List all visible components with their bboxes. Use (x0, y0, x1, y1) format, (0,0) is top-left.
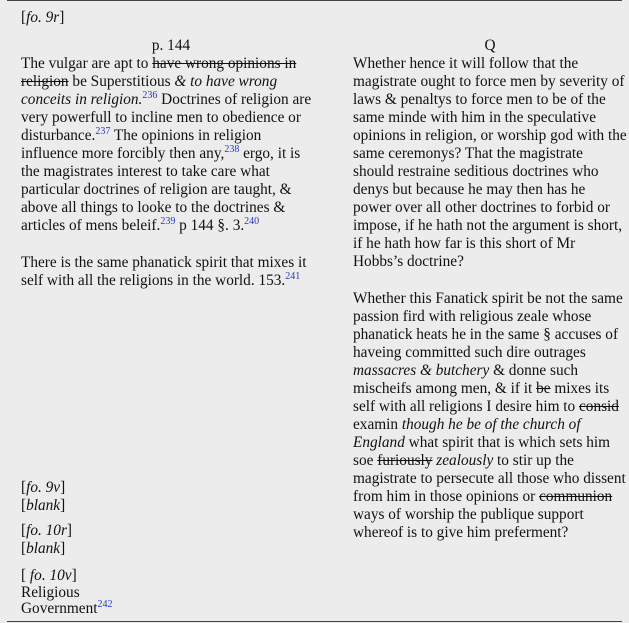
folio-10r-block (21, 522, 321, 558)
left-paragraph-1: The vulgar are apt to have wrong opinions in religion be Superstitious & to have wrong conceits in religion.$^{236}$ Doctrines of religion are very powerfull to incline men to obedience or disturbance.$^{237}$ The opinions in religion influence more forcibly then any,$^{238}$ ergo, it is the magistrates interest to take care what particular doctrines of religion are taught, & above all things to looke to the doctrines & articles of mens beleif.$^{239}$ p 144 §. 3.$^{240}$ (21, 55, 312, 234)
folio-10r-note: [blank] (21, 540, 66, 557)
left-paragraph-2: There is the same phanatick spirit that mixes it self with all the religions in the world. 153.$^{241}$ (21, 254, 307, 289)
folio-9v-note: [blank] (21, 497, 66, 514)
folio-9r: [fo. 9r] (21, 9, 65, 26)
folio-10v: [ fo. 10v] (21, 567, 77, 584)
footnote-237[interactable]: 237 (95, 125, 111, 137)
right-paragraph-2: Whether this Fanatick spirit be not the same passion fird with religious zeale whose phanatick heats he in the same § accuses of haveing committed such dire outrages massacres & butchery & donne such mischeifs among men, & if it be mixes its self with all religions I desire him to consid examin though he be of the church of England what spirit that is which sets him soe furiously zealously to stir up the magistrate to persecute all those who dissent from him in those opinions or communion ways of worship the publique support whereof is to give him preferment? (353, 290, 626, 541)
footnote-236[interactable]: 236 (142, 89, 158, 101)
footnote-240[interactable]: 240 (244, 215, 260, 227)
folio-10r: [fo. 10r] (21, 522, 73, 539)
footnote-239[interactable]: 239 (160, 215, 176, 227)
left-column (21, 37, 321, 290)
section-title: Religious Government$^{242}$ (21, 584, 113, 617)
footnote-241[interactable]: 241 (285, 270, 301, 282)
right-paragraph-1: Whether hence it will follow that the magistrate ought to force men by severity of laws & penaltys to force men to be of the same minde with him in the speculative opinions in religion, or worship god with the same ceremonys? That the magistrate should restraine seditious doctrines who denys but because he may then has he power over all other doctrines to forbid or impose, if he hath not the argument is short, if he hath how far is this short of Mr Hobbs’s doctrine? (353, 55, 627, 270)
right-heading: Q (484, 37, 496, 54)
footnote-242[interactable]: 242 (97, 598, 113, 610)
folio-9v: [fo. 9v] (21, 479, 66, 496)
folio-9v-block (21, 479, 321, 515)
footnote-238[interactable]: 238 (224, 143, 240, 155)
folio-10v-block (21, 567, 321, 617)
right-column (353, 37, 627, 542)
page (7, 0, 627, 622)
left-heading: p. 144 (151, 37, 191, 54)
